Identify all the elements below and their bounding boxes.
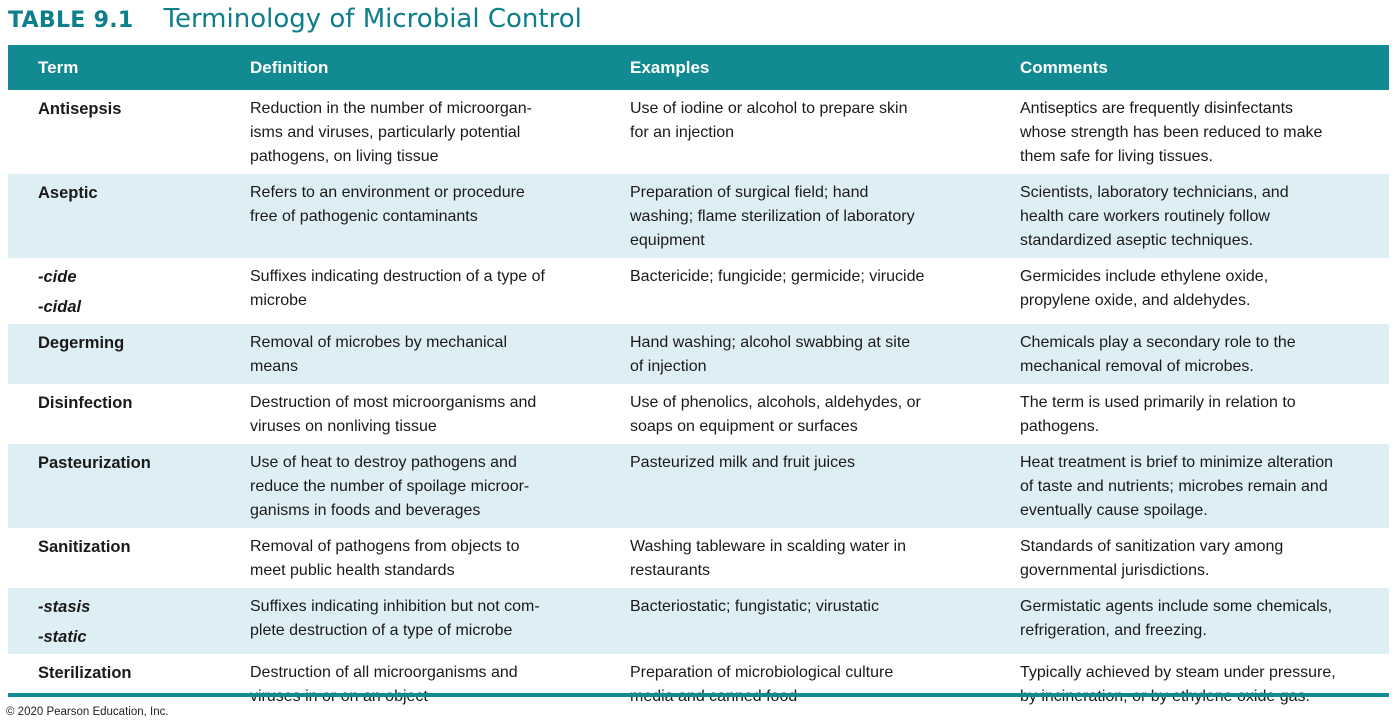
- comments-line: standardized aseptic techniques.: [1020, 232, 1254, 249]
- comments-line: whose strength has been reduced to make: [1020, 124, 1323, 141]
- examples-line: Bactericide; fungicide; germicide; virucide: [630, 268, 925, 285]
- definition-line: Removal of pathogens from objects to: [250, 538, 520, 555]
- comments-line: pathogens.: [1020, 418, 1100, 435]
- definition-line: Use of heat to destroy pathogens and: [250, 454, 517, 471]
- term-line: -cidal: [38, 298, 82, 316]
- examples-line: Preparation of surgical field; hand: [630, 184, 869, 201]
- cell-definition: [220, 90, 610, 174]
- copyright-notice: © 2020 Pearson Education, Inc.: [6, 706, 169, 718]
- definition-line: means: [250, 358, 299, 375]
- table-title-bar: [8, 4, 582, 42]
- examples-line: Pasteurized milk and fruit juices: [630, 454, 855, 471]
- table-row: [8, 588, 1389, 654]
- table-row: [8, 258, 1389, 324]
- definition-line: Reduction in the number of microorgan-: [250, 100, 532, 117]
- comments-line: mechanical removal of microbes.: [1020, 358, 1254, 375]
- comments-line: Scientists, laboratory technicians, and: [1020, 184, 1289, 201]
- comments-line: Germistatic agents include some chemicals,: [1020, 598, 1333, 615]
- examples-line: washing; flame sterilization of laboratory: [630, 208, 915, 225]
- cell-definition: [220, 654, 610, 714]
- term-line: Sanitization: [38, 538, 131, 556]
- cell-definition: [220, 384, 610, 444]
- definition-line: pathogens, on living tissue: [250, 148, 439, 165]
- cell-comments: [990, 258, 1389, 324]
- cell-comments: [990, 90, 1389, 174]
- cell-term: [8, 528, 220, 588]
- cell-comments: [990, 174, 1389, 258]
- comments-line: Typically achieved by steam under pressure,: [1020, 664, 1336, 681]
- examples-line: [630, 685, 990, 709]
- definition-line: [250, 685, 610, 709]
- definition-line: viruses on nonliving tissue: [250, 418, 437, 435]
- definition-line: Suffixes indicating inhibition but not com-: [250, 598, 540, 615]
- examples-line: restaurants: [630, 562, 711, 579]
- term-line: Disinfection: [38, 394, 133, 412]
- comments-line: governmental jurisdictions.: [1020, 562, 1210, 579]
- cell-term: [8, 324, 220, 384]
- table-body: [8, 90, 1389, 714]
- cell-definition: [220, 588, 610, 654]
- cell-comments: [990, 444, 1389, 528]
- term-line: -cide: [38, 268, 77, 286]
- term-line: Pasteurization: [38, 454, 151, 472]
- definition-line: Removal of microbes by mechanical: [250, 334, 507, 351]
- definition-line: ganisms in foods and beverages: [250, 502, 481, 519]
- comments-line: [1020, 685, 1389, 709]
- cell-comments: [990, 384, 1389, 444]
- cell-definition: [220, 324, 610, 384]
- header-comments: Comments: [990, 45, 1389, 90]
- cell-term: [8, 174, 220, 258]
- table-row: [8, 90, 1389, 174]
- definition-line: plete destruction of a type of microbe: [250, 622, 513, 639]
- definition-line: Suffixes indicating destruction of a type of: [250, 268, 545, 285]
- header-examples: Examples: [610, 45, 990, 90]
- comments-line: eventually cause spoilage.: [1020, 502, 1208, 519]
- cell-comments: [990, 588, 1389, 654]
- comments-line: refrigeration, and freezing.: [1020, 622, 1207, 639]
- cell-examples: [610, 258, 990, 324]
- table-number: TABLE 9.1: [8, 8, 134, 33]
- table-row: [8, 654, 1389, 714]
- cell-examples: [610, 588, 990, 654]
- comments-line: Heat treatment is brief to minimize alteration: [1020, 454, 1334, 471]
- comments-line: of taste and nutrients; microbes remain and: [1020, 478, 1328, 495]
- cell-definition: [220, 174, 610, 258]
- comments-line: Standards of sanitization vary among: [1020, 538, 1284, 555]
- examples-line: of injection: [630, 358, 707, 375]
- cell-definition: [220, 528, 610, 588]
- definition-line: Destruction of all microorganisms and: [250, 664, 518, 681]
- examples-line: Bacteriostatic; fungistatic; virustatic: [630, 598, 879, 615]
- cell-term: [8, 90, 220, 174]
- term-line: -stasis: [38, 598, 91, 616]
- comments-line: Chemicals play a secondary role to the: [1020, 334, 1296, 351]
- definition-line: Refers to an environment or procedure: [250, 184, 525, 201]
- cell-term: [8, 384, 220, 444]
- examples-line: equipment: [630, 232, 705, 249]
- examples-line: Hand washing; alcohol swabbing at site: [630, 334, 911, 351]
- cell-examples: [610, 654, 990, 714]
- cell-examples: [610, 324, 990, 384]
- term-line: Aseptic: [38, 184, 98, 202]
- cell-examples: [610, 444, 990, 528]
- definition-line: microbe: [250, 292, 307, 309]
- cell-term: [8, 444, 220, 528]
- examples-line: soaps on equipment or surfaces: [630, 418, 858, 435]
- definition-line: reduce the number of spoilage microor-: [250, 478, 530, 495]
- cell-term: [8, 654, 220, 714]
- definition-line: free of pathogenic contaminants: [250, 208, 478, 225]
- examples-line: Preparation of microbiological culture: [630, 664, 894, 681]
- cell-comments: [990, 528, 1389, 588]
- definition-line: meet public health standards: [250, 562, 455, 579]
- table-row: [8, 444, 1389, 528]
- comments-line: Antiseptics are frequently disinfectants: [1020, 100, 1294, 117]
- table-row: [8, 528, 1389, 588]
- cell-examples: [610, 384, 990, 444]
- term-line: Degerming: [38, 334, 125, 352]
- table-row: [8, 384, 1389, 444]
- term-line: Sterilization: [38, 664, 132, 682]
- cell-term: [8, 258, 220, 324]
- comments-line: Germicides include ethylene oxide,: [1020, 268, 1269, 285]
- term-line: -static: [38, 628, 87, 646]
- comments-line: them safe for living tissues.: [1020, 148, 1213, 165]
- comments-line: health care workers routinely follow: [1020, 208, 1270, 225]
- table-row: [8, 174, 1389, 258]
- cell-definition: [220, 444, 610, 528]
- table-header-row: [8, 45, 1389, 90]
- examples-line: Use of iodine or alcohol to prepare skin: [630, 100, 908, 117]
- cell-examples: [610, 90, 990, 174]
- examples-line: Washing tableware in scalding water in: [630, 538, 906, 555]
- cell-comments: [990, 654, 1389, 714]
- comments-line: propylene oxide, and aldehydes.: [1020, 292, 1251, 309]
- terminology-table: [8, 45, 1389, 714]
- examples-line: Use of phenolics, alcohols, aldehydes, or: [630, 394, 921, 411]
- cell-definition: [220, 258, 610, 324]
- definition-line: isms and viruses, particularly potential: [250, 124, 521, 141]
- header-term: Term: [8, 45, 220, 90]
- header-definition: Definition: [220, 45, 610, 90]
- cell-term: [8, 588, 220, 654]
- bottom-rule: [8, 693, 1389, 697]
- definition-line: Destruction of most microorganisms and: [250, 394, 537, 411]
- table-row: [8, 324, 1389, 384]
- cell-examples: [610, 174, 990, 258]
- term-line: Antisepsis: [38, 100, 122, 118]
- table-title: Terminology of Microbial Control: [163, 4, 582, 34]
- comments-line: The term is used primarily in relation to: [1020, 394, 1296, 411]
- cell-examples: [610, 528, 990, 588]
- cell-comments: [990, 324, 1389, 384]
- examples-line: for an injection: [630, 124, 735, 141]
